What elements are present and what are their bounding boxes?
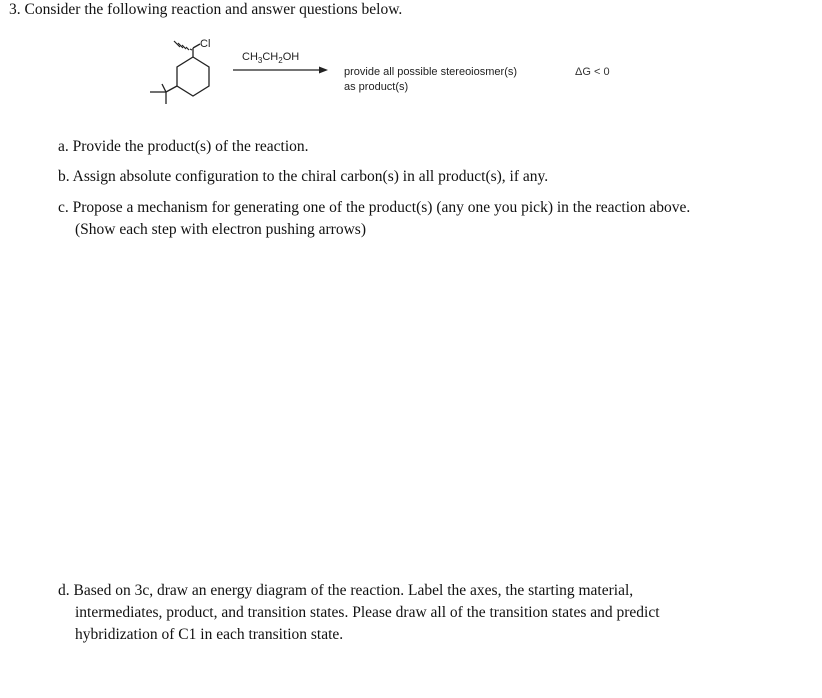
bond-to-chlorine xyxy=(193,44,200,48)
tbutyl-methyl-3 xyxy=(162,84,166,92)
bond-c4-tbutyl xyxy=(166,86,177,92)
hashed-wedge-bond xyxy=(174,41,192,50)
reagent-label: $CH_3CH_2OH$ xyxy=(242,51,300,66)
part-b: b. Assign absolute configuration to the chiral carbon(s) in all product(s), if any. xyxy=(58,168,549,185)
part-c: c. Propose a mechanism for generating one of the product(s) (any one you pick) in the reaction above. (Show each step with electron pushing arrows) xyxy=(58,199,691,238)
part-d: d. Based on 3c, draw an energy diagram of the reaction. Label the axes, the starting material, intermediates, product, and transition states. Please draw all of the transition states and predict hybridization of C1 in each transition state. xyxy=(58,582,660,643)
question-title: 3. Consider the following reaction and answer questions below. xyxy=(9,1,403,18)
arrow-note: provide all possible stereoiosmer(s) as product(s) xyxy=(344,66,518,93)
reaction-arrowhead xyxy=(319,67,328,74)
delta-g-label: ΔG < 0 xyxy=(575,66,610,78)
chlorine-label: Cl xyxy=(200,38,211,50)
part-a: a. Provide the product(s) of the reaction. xyxy=(58,138,309,155)
reaction-scheme xyxy=(0,0,822,120)
cyclohexane-ring xyxy=(177,57,209,96)
